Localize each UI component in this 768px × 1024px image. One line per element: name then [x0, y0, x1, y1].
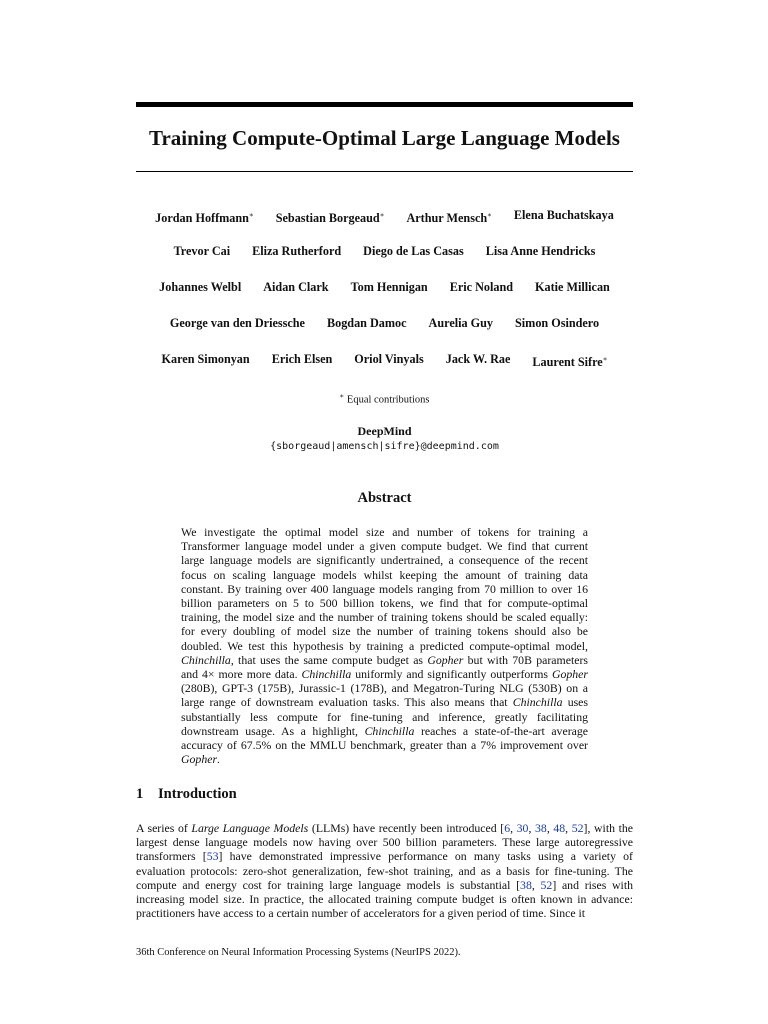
- author-name-text: Oriol Vinyals: [354, 352, 424, 366]
- author-row: [136, 243, 633, 259]
- author-name-text: Diego de Las Casas: [363, 244, 464, 258]
- author-name: [429, 315, 493, 331]
- text-run: ,: [565, 821, 572, 835]
- abstract-body: [181, 525, 588, 766]
- author-name: [406, 207, 491, 226]
- author-name-text: Elena Buchatskaya: [513, 208, 614, 222]
- italic-text: Gopher: [181, 752, 218, 767]
- author-name: [535, 279, 610, 295]
- author-row: [136, 315, 633, 331]
- title-bottom-rule: [136, 171, 633, 172]
- title-top-rule: [136, 102, 633, 107]
- author-name-text: Trevor Cai: [173, 244, 231, 258]
- citation-link[interactable]: 30: [516, 821, 529, 835]
- italic-text: Chinchilla: [181, 652, 231, 667]
- citation-link[interactable]: 48: [553, 821, 566, 835]
- text-run: , that uses the same compute budget as: [230, 652, 428, 667]
- author-name: [162, 351, 250, 370]
- author-name: [351, 279, 428, 295]
- equal-contribution-mark: ∗: [248, 211, 254, 219]
- italic-text: Chinchilla: [512, 695, 563, 710]
- citation-link[interactable]: 38: [520, 877, 532, 892]
- author-row: [136, 351, 633, 370]
- text-run: ] and rises with increasing model size. In practice, the allocated training compute budget is often known in advance: practitioners have access to a certain number of accelerators for a given period of time. Since it: [136, 877, 633, 921]
- author-name: [263, 279, 328, 295]
- author-row: [136, 279, 633, 295]
- author-name: [155, 207, 254, 226]
- italic-text: Chinchilla: [301, 667, 352, 682]
- italic-text: Large Language Models: [191, 821, 309, 835]
- author-name-text: Karen Simonyan: [161, 352, 250, 366]
- text-run: ] have demonstrated impressive performance on many tasks using a variety of evaluation protocols: zero-shot generalization, few-shot training, and as a basis for fine-tuning. The compute and energy cost for training large language models is substantial [: [136, 849, 633, 892]
- equal-contribution-text: Equal contributions: [346, 394, 430, 406]
- text-run: ,: [531, 877, 541, 892]
- introduction-body: [136, 821, 633, 920]
- author-name: [363, 243, 464, 259]
- citation-link[interactable]: 38: [535, 821, 547, 835]
- text-run: We investigate the optimal model size and number of tokens for training a Transformer language model under a given compute budget. We find that current large language models are significantly undertrained, a consequence of the recent focus on scaling language models whilst keeping the amount of training data constant. By training over 400 language models ranging from 70 million to over 16 billion parameters on 5 to 500 billion tokens, we find that for compute-optimal training, the model size and the number of training tokens should be scaled equally: for every doubling of model size the number of training tokens should also be doubled. We test this hypothesis by training a predicted compute-optimal model,: [181, 525, 588, 653]
- section-heading: [136, 785, 237, 803]
- author-name: [515, 315, 599, 331]
- author-name-text: Jack W. Rae: [445, 352, 511, 366]
- text-run: A series of: [136, 821, 192, 835]
- author-name: [486, 243, 596, 259]
- author-name-text: Simon Osindero: [515, 316, 600, 330]
- equal-contribution-note: [136, 389, 633, 408]
- author-name-text: Jordan Hoffmann: [155, 211, 249, 226]
- text-run: ,: [528, 821, 536, 835]
- author-name-text: Tom Hennigan: [350, 280, 428, 294]
- author-name-text: George van den Driessche: [169, 316, 305, 330]
- citation-link[interactable]: 53: [206, 849, 219, 864]
- text-run: ,: [546, 821, 554, 835]
- affiliation: DeepMind: [357, 424, 412, 438]
- section-title: Introduction: [158, 786, 237, 802]
- italic-text: Gopher: [551, 667, 589, 682]
- text-run: (LLMs) have recently been introduced [: [308, 821, 505, 835]
- author-name: [170, 315, 305, 331]
- section-number: 1: [136, 786, 144, 802]
- conference-footnote: 36th Conference on Neural Information Processing Systems (NeurIPS 2022).: [136, 947, 461, 958]
- text-run: uniformly and significantly outperforms: [351, 667, 552, 682]
- author-name: [174, 243, 231, 259]
- author-name: [450, 279, 513, 295]
- author-name: [532, 351, 607, 370]
- citation-link[interactable]: 52: [540, 877, 553, 892]
- equal-contribution-mark: ∗: [379, 211, 385, 219]
- citation-link[interactable]: 52: [571, 821, 584, 835]
- paper-title: Training Compute-Optimal Large Language Models: [149, 126, 620, 150]
- citation-link[interactable]: 6: [504, 821, 511, 835]
- equal-contribution-mark: ∗: [602, 355, 608, 363]
- author-name-text: Aidan Clark: [263, 280, 329, 294]
- author-name-text: Katie Millican: [535, 280, 610, 294]
- text-run: uses substantially less compute for fine-tuning and inference, greatly facilitating downstream usage. As a highlight,: [181, 695, 589, 738]
- author-name-text: Erich Elsen: [271, 352, 333, 366]
- author-name-text: Bogdan Damoc: [326, 316, 407, 330]
- text-run: ,: [510, 821, 517, 835]
- text-run: but with 70B parameters and 4× more more data.: [181, 652, 588, 682]
- equal-contribution-mark: ∗: [339, 392, 345, 400]
- author-name-text: Lisa Anne Hendricks: [485, 244, 596, 258]
- italic-text: Chinchilla: [364, 723, 415, 738]
- text-run: (280B), GPT-3 (175B), Jurassic-1 (178B), and Megatron-Turing NLG (530B) on a large range of downstream evaluation tasks. This also means that: [181, 681, 588, 710]
- author-name: [252, 243, 341, 259]
- text-run: ], with the largest dense language models now having over 500 billion parameters. These large autoregressive transformers [: [136, 821, 634, 864]
- author-name-text: Eliza Rutherford: [252, 244, 342, 258]
- italic-text: Gopher: [427, 652, 464, 667]
- contact-email: {sborgeaud|amensch|sifre}@deepmind.com: [270, 441, 499, 452]
- equal-contribution-mark: ∗: [487, 211, 492, 219]
- author-name: [159, 279, 241, 295]
- author-name-text: Eric Noland: [449, 280, 514, 294]
- author-name-text: Sebastian Borgeaud: [275, 211, 380, 226]
- author-name: [272, 351, 333, 370]
- author-name-text: Arthur Mensch: [406, 211, 488, 226]
- author-name-text: Aurelia Guy: [428, 316, 493, 330]
- author-name: [276, 207, 385, 226]
- author-name: [514, 207, 614, 226]
- author-name: [354, 351, 423, 370]
- text-run: .: [217, 752, 220, 767]
- author-name: [327, 315, 407, 331]
- author-name-text: Laurent Sifre: [532, 355, 603, 370]
- author-name: [446, 351, 511, 370]
- author-name-text: Johannes Welbl: [159, 280, 242, 294]
- author-row: [136, 207, 633, 226]
- abstract-heading: Abstract: [357, 490, 412, 506]
- text-run: reaches a state-of-the-art average accuracy of 67.5% on the MMLU benchmark, greater than a 7% improvement over: [181, 723, 588, 753]
